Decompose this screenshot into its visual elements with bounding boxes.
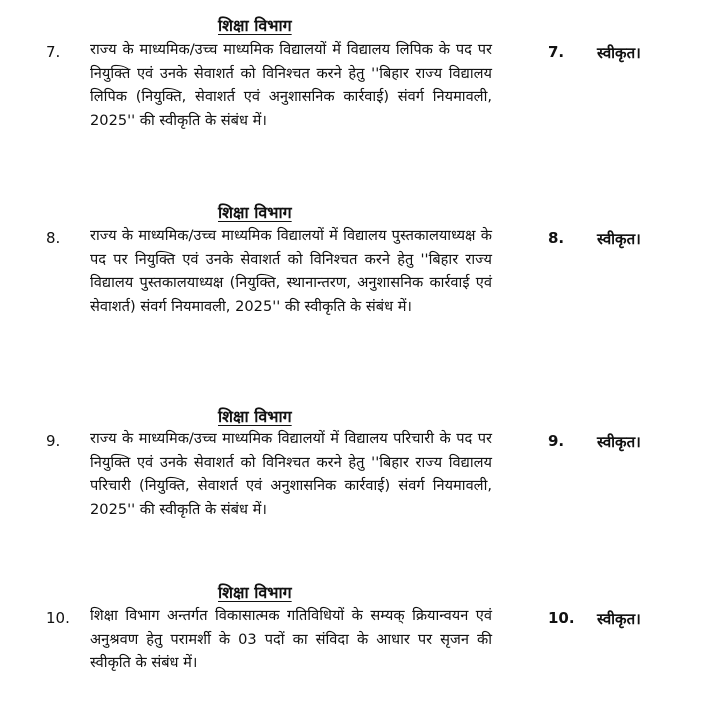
department-heading: शिक्षा विभाग — [218, 407, 292, 426]
department-heading: शिक्षा विभाग — [218, 203, 292, 222]
decision-number: 9. — [548, 432, 565, 450]
department-heading: शिक्षा विभाग — [218, 583, 292, 602]
item-number: 7. — [46, 43, 61, 61]
item-description: राज्य के माध्यमिक/उच्च माध्यमिक विद्यालयों में विद्यालय पुस्तकालयाध्यक्ष के पद पर नियुक्ति एवं उनके सेवाशर्त को विनिश्चत करने हेतु ''बिहार राज्य विद्यालय पुस्तकालयाध्यक्ष (नियुक्ति, स्थानान्तरण, अनुशासनिक कार्रवाई एवं सेवाशर्त) संवर्ग नियमावली, 2025'' की स्वीकृति के संबंध में। — [90, 227, 492, 315]
decision-status: स्वीकृत। — [597, 230, 641, 248]
item-description: राज्य के माध्यमिक/उच्च माध्यमिक विद्यालयों में विद्यालय परिचारी के पद पर नियुक्ति एवं उनके सेवाशर्त को विनिश्चत करने हेतु ''बिहार राज्य विद्यालय परिचारी (नियुक्ति, सेवाशर्त एवं अनुशासनिक कार्रवाई) संवर्ग नियमावली, 2025'' की स्वीकृति के संबंध में। — [90, 430, 492, 518]
decision-status: स्वीकृत। — [597, 610, 641, 628]
decision-number: 10. — [548, 609, 575, 627]
decision-status: स्वीकृत। — [597, 44, 641, 62]
item-number: 8. — [46, 229, 61, 247]
item-description: राज्य के माध्यमिक/उच्च माध्यमिक विद्यालयों में विद्यालय लिपिक के पद पर नियुक्ति एवं उनके सेवाशर्त को विनिश्चत करने हेतु ''बिहार राज्य विद्यालय लिपिक (नियुक्ति, सेवाशर्त एवं अनुशासनिक कार्रवाई) संवर्ग नियमावली, 2025'' की स्वीकृति के संबंध में। — [90, 41, 492, 129]
item-description: शिक्षा विभाग अन्तर्गत विकासात्मक गतिविधियों के सम्यक् क्रियान्वयन एवं अनुश्रवण हेतु परामर्शी के 03 पदों का संविदा के आधार पर सृजन की स्वीकृति के संबंध में। — [90, 607, 492, 671]
item-number: 9. — [46, 432, 61, 450]
decision-number: 8. — [548, 229, 565, 247]
department-heading: शिक्षा विभाग — [218, 16, 292, 35]
item-number: 10. — [46, 609, 70, 627]
decision-number: 7. — [548, 43, 565, 61]
decision-status: स्वीकृत। — [597, 433, 641, 451]
